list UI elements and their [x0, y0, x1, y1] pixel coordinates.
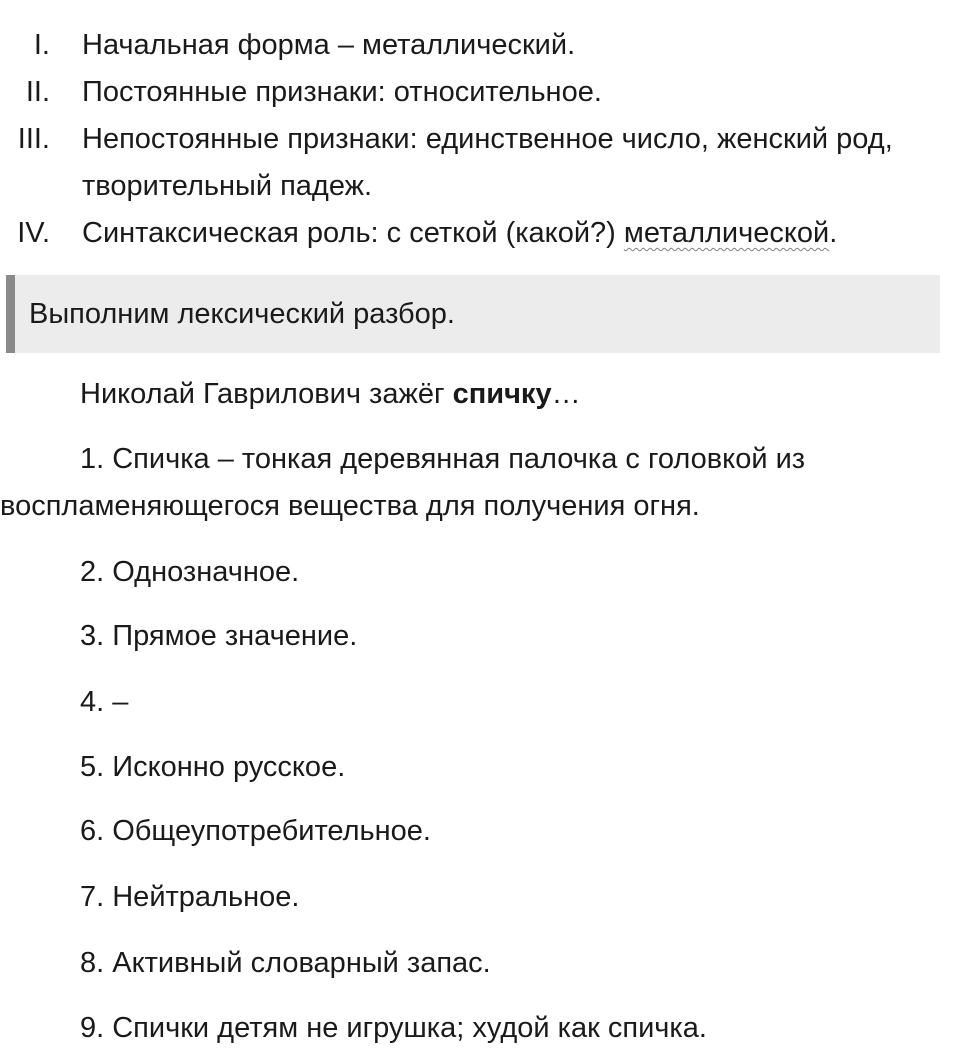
list-item: [0, 22, 960, 69]
analysis-item-1: 1. Спичка – тонкая деревянная палочка с головкой из воспламеняющегося вещества для получения огня.: [0, 443, 806, 522]
analysis-item-7: 7. Нейтральное.: [80, 881, 300, 913]
trailing-period: .: [829, 217, 838, 249]
callout-text: Выполним лексический разбор.: [29, 298, 455, 330]
list-item: [0, 210, 960, 257]
analysis-item-8: 8. Активный словарный запас.: [80, 947, 491, 979]
list-item: [0, 116, 960, 210]
sentence-start: Николай Гаврилович зажёг: [80, 378, 453, 410]
sentence-ellipsis: …: [551, 378, 581, 410]
lexical-analysis-callout: [6, 275, 940, 353]
roman-numeral: I.: [33, 29, 50, 61]
list-item-text: [82, 210, 950, 257]
target-word: спичку: [452, 378, 552, 410]
list-item-text: Непостоянные признаки: единственное число, женский род, творительный падеж.: [82, 123, 893, 202]
list-item-text: Начальная форма – металлический.: [82, 29, 576, 61]
spellcheck-marked-word: металлической: [623, 217, 830, 249]
syntax-role-text: Синтаксическая роль: с сеткой (какой?): [82, 217, 624, 249]
analysis-item-9: 9. Спички детям не игрушка; худой как спичка.: [80, 1012, 707, 1044]
analysis-item-6: 6. Общеупотребительное.: [80, 815, 431, 847]
list-item: [0, 69, 960, 116]
example-sentence: [0, 371, 960, 418]
roman-numeral: II.: [25, 76, 50, 108]
analysis-item-4: 4. –: [80, 686, 129, 718]
analysis-item-5: 5. Исконно русское.: [80, 751, 346, 783]
list-item-text: Постоянные признаки: относительное.: [82, 76, 602, 108]
analysis-item-2: 2. Однозначное.: [80, 556, 300, 588]
roman-numeral: IV.: [17, 217, 50, 249]
morphological-analysis-list: [0, 22, 960, 257]
analysis-item-3: 3. Прямое значение.: [80, 620, 358, 652]
roman-numeral: III.: [17, 123, 50, 155]
